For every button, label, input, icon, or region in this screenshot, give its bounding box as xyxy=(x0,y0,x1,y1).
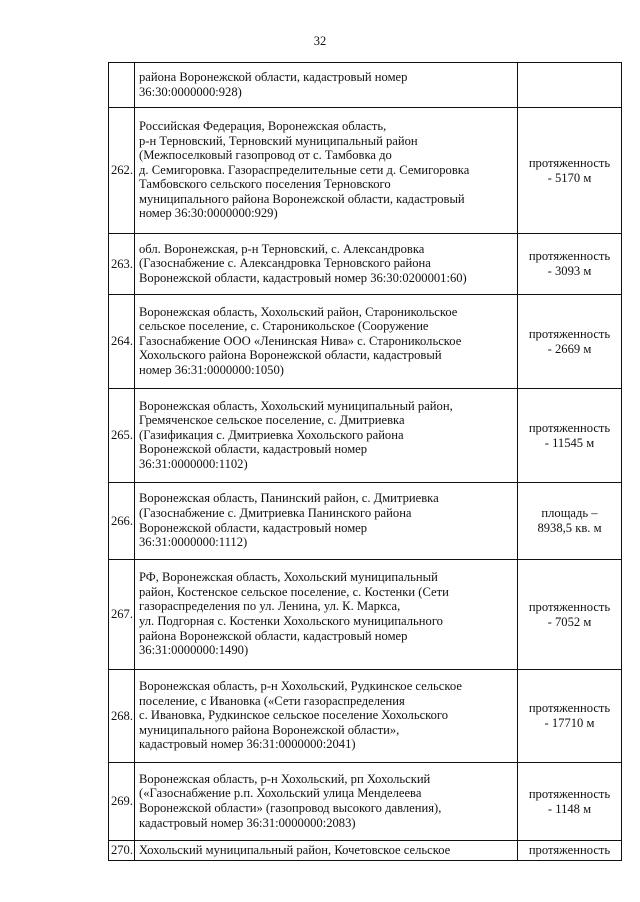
description-line: (Газоснабжение с. Дмитриевка Панинского района xyxy=(139,505,412,520)
object-description xyxy=(135,483,518,560)
object-description xyxy=(135,763,518,841)
object-description xyxy=(135,389,518,483)
description-line: номер 36:30:0000000:929) xyxy=(139,206,278,221)
row-number: 270. xyxy=(109,841,135,861)
description-line: 36:31:0000000:1490) xyxy=(139,643,249,658)
object-measure xyxy=(518,763,622,841)
description-line: муниципального района Воронежской области», xyxy=(139,722,400,737)
description-line: газораспределения по ул. Ленина, ул. К. Маркса, xyxy=(139,599,401,614)
object-measure xyxy=(518,560,622,670)
description-line: Российская Федерация, Воронежская область, xyxy=(139,118,387,133)
page-number: 32 xyxy=(313,34,327,48)
object-description xyxy=(135,295,518,389)
object-measure xyxy=(518,389,622,483)
row-number: 265. xyxy=(109,389,135,483)
measure-line: протяженность xyxy=(528,326,611,341)
measure-line: 8938,5 кв. м xyxy=(537,521,602,535)
measure-line: протяженность xyxy=(528,155,611,170)
object-measure xyxy=(518,295,622,389)
object-measure xyxy=(518,234,622,295)
description-line: Воронежская область, р-н Хохольский, рп Хохольский xyxy=(139,771,431,786)
measure-line: протяженность xyxy=(528,599,611,614)
object-description xyxy=(135,841,518,861)
row-number: 262. xyxy=(109,108,135,234)
object-description xyxy=(135,234,518,295)
object-description xyxy=(135,560,518,670)
description-line: Хохольского района Воронежской области, кадастровый xyxy=(139,348,442,363)
registry-table xyxy=(108,62,622,861)
table-row xyxy=(109,841,622,861)
table-row xyxy=(109,234,622,295)
description-line: обл. Воронежская, р-н Терновский, с. Александровка xyxy=(139,241,425,256)
description-line: Воронежской области, кадастровый номер 36:30:0200001:60) xyxy=(139,270,467,285)
description-line: район, Костенское сельское поселение, с. Костенки (Сети xyxy=(139,584,449,599)
description-line: Газоснабжение ООО «Ленинская Нива» с. Староникольское xyxy=(139,333,462,348)
measure-line: - 1148 м xyxy=(547,801,592,816)
object-measure xyxy=(518,841,622,861)
row-number: 269. xyxy=(109,763,135,841)
description-line: Воронежская область, Панинский район, с. Дмитриевка xyxy=(139,491,439,506)
measure-line: протяженность xyxy=(528,701,611,716)
description-line: кадастровый номер 36:31:0000000:2083) xyxy=(139,815,356,830)
description-line: сельское поселение, с. Староникольское (Сооружение xyxy=(139,319,429,334)
object-measure xyxy=(518,670,622,763)
measure-line: - 7052 м xyxy=(547,614,592,629)
description-line: Воронежской области» (газопровод высокого давления), xyxy=(139,801,442,815)
description-line: района Воронежской области, кадастровый номер xyxy=(139,628,408,643)
table-row xyxy=(109,560,622,670)
description-line: кадастровый номер 36:31:0000000:2041) xyxy=(139,737,356,752)
measure-line: - 3093 м xyxy=(547,264,592,278)
description-line: ул. Подгорная с. Костенки Хохольского муниципального xyxy=(139,614,443,628)
table-row xyxy=(109,108,622,234)
row-number: 266. xyxy=(109,483,135,560)
description-line: района Воронежской области, кадастровый номер xyxy=(139,69,408,84)
measure-line: протяженность xyxy=(528,420,611,435)
description-line: (Межпоселковый газопровод от с. Тамбовка до xyxy=(139,148,392,163)
object-description xyxy=(135,108,518,234)
measure-line: площадь – xyxy=(541,506,598,521)
table-row xyxy=(109,63,622,108)
object-description xyxy=(135,63,518,108)
row-number: 263. xyxy=(109,234,135,295)
description-line: поселение, с Ивановка («Сети газораспределения xyxy=(139,693,405,708)
table-row xyxy=(109,483,622,560)
object-measure xyxy=(518,483,622,560)
description-line: Воронежской области, кадастровый номер xyxy=(139,442,368,457)
description-line: Воронежская область, р-н Хохольский, Рудкинское сельское xyxy=(139,679,462,694)
description-line: 36:31:0000000:1102) xyxy=(139,456,248,471)
description-line: Воронежская область, Хохольский район, Староникольское xyxy=(139,304,458,319)
measure-line: - 5170 м xyxy=(547,170,592,185)
row-number xyxy=(109,63,135,108)
object-measure xyxy=(518,108,622,234)
description-line: Воронежская область, Хохольский муниципальный район, xyxy=(139,398,453,413)
description-line: муниципального района Воронежской области, кадастровый xyxy=(139,191,465,206)
description-line: Воронежской области, кадастровый номер xyxy=(139,520,368,535)
measure-line: - 17710 м xyxy=(544,716,595,730)
description-line: (Газификация с. Дмитриевка Хохольского района xyxy=(139,427,404,442)
table-row xyxy=(109,389,622,483)
measure-line: - 11545 м xyxy=(544,435,595,450)
measure-line: протяженность xyxy=(528,843,611,858)
description-line: д. Семигоровка. Газораспределительные сети д. Семигоровка xyxy=(139,162,470,177)
table-row xyxy=(109,763,622,841)
description-line: 36:31:0000000:1112) xyxy=(139,535,248,550)
description-line: Хохольский муниципальный район, Кочетовское сельское xyxy=(139,842,451,857)
object-description xyxy=(135,670,518,763)
row-number: 267. xyxy=(109,560,135,670)
description-line: РФ, Воронежская область, Хохольский муниципальный xyxy=(139,570,438,585)
description-line: («Газоснабжение р.п. Хохольский улица Менделеева xyxy=(139,786,422,801)
table-row xyxy=(109,295,622,389)
measure-line: протяженность xyxy=(528,249,611,264)
description-line: Тамбовского сельского поселения Терновского xyxy=(139,177,391,192)
description-line: 36:30:0000000:928) xyxy=(139,84,242,99)
description-line: номер 36:31:0000000:1050) xyxy=(139,362,284,377)
row-number: 268. xyxy=(109,670,135,763)
table-row xyxy=(109,670,622,763)
measure-line: - 2669 м xyxy=(547,341,592,356)
registry-table-body xyxy=(109,63,622,861)
row-number: 264. xyxy=(109,295,135,389)
description-line: с. Ивановка, Рудкинское сельское поселение Хохольского xyxy=(139,708,449,723)
description-line: (Газоснабжение с. Александровка Терновского района xyxy=(139,256,431,271)
description-line: Гремяченское сельское поселение, с. Дмитриевка xyxy=(139,413,405,428)
measure-line: протяженность xyxy=(528,786,611,801)
description-line: р-н Терновский, Терновский муниципальный район xyxy=(139,133,418,148)
object-measure xyxy=(518,63,622,108)
